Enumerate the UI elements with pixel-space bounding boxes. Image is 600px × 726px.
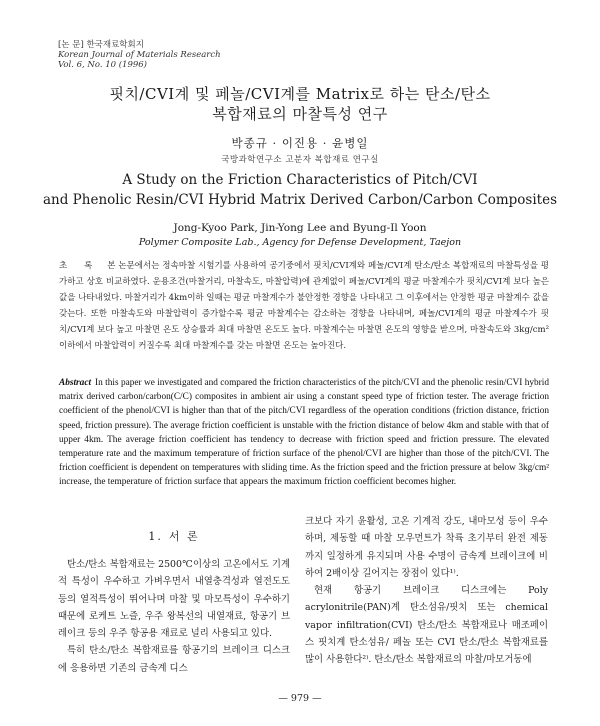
section-title: 서 론 [168, 530, 200, 543]
body-paragraph: 현재 항공기 브레이크 디스크에는 Poly acrylonitrile(PAN)계 탄소섬유/핏치 또는 chemical vapor infiltration(CVI) 탄소/탄소 복합재료나 매조페이스 핏치계 탄소섬유/ 페놀 또는 CVI 탄소/탄소 복합재료를 많이 사용한다²⁾. 탄소/탄소 복합재료의 마찰/마모거동에 [305, 585, 548, 666]
body-paragraph: 특히 탄소/탄소 복합재료를 항공기의 브레이크 디스크에 응용하면 기존의 금속계 디스 [58, 645, 290, 674]
body-paragraph: 탄소/탄소 복합재료는 2500℃이상의 고온에서도 기계적 특성이 우수하고 가벼우면서 내열충격성과 열전도도 등의 열적특성이 뛰어나며 마찰 및 마모특성이 우수하기 때문에 로케트 노즐, 우주 왕복선의 내열재료, 항공기 브레이크 등의 우주 항공용 재료로 널리 사용되고 있다. [58, 559, 290, 640]
authors-ko: 박종규 · 이진용 · 윤병일 [231, 136, 369, 150]
section-number: 1. [148, 530, 163, 543]
title-en-line1: A Study on the Friction Characteristics of Pitch/CVI [122, 172, 478, 188]
abstract-ko-text: 본 논문에서는 정속마찰 시험기를 사용하여 공기중에서 핏치/CVI계와 페놀/CVI계 탄소/탄소 복합재료의 마찰특성을 평가하고 상호 비교하였다. 운용조건(마찰거리, 마찰속도, 마찰압력)에 관계없이 페놀/CVI계의 평균 마찰계수가 핏치/CVI계 보다 높은 값을 나타내었다. 마찰거리가 4km이하 일때는 평균 마찰계수가 불안정한 경향을 나타내고 그 이후에서는 안정한 평균 마찰계수 값을 갖는다. 또한 마찰속도와 마찰압력이 증가할수록 평균 마찰계수는 감소하는 경향을 나타내며, 페놀/CVI계의 평균 마찰계수가 핏치/CVI계 보다 높고 마찰면 온도 상승률과 최대 마찰면 온도도 높다. 마찰계수는 마찰면 온도의 영향을 받으며, 마찰속도와 3kg/cm²이하에서 마찰압력이 커질수록 최대 마찰계수를 갖는 마찰면 온도는 높아진다. [59, 261, 549, 351]
abstract-en-label: Abstract [59, 378, 92, 388]
abstract-en [59, 376, 549, 490]
section-heading [58, 528, 290, 544]
body-column-left [58, 528, 290, 677]
title-ko-line2: 복합재료의 마찰특성 연구 [212, 105, 388, 123]
abstract-ko-label: 초 록 [59, 261, 100, 271]
affiliation-ko: 국방과학연구소 고분자 복합재료 연구실 [221, 155, 379, 165]
page-number: — 979 — [278, 693, 322, 704]
title-ko-line1: 핏치/CVI계 및 페놀/CVI계를 Matrix로 하는 탄소/탄소 [109, 85, 491, 103]
affiliation-en: Polymer Composite Lab., Agency for Defense Development, Taejon [138, 237, 462, 248]
body-column-right [305, 513, 548, 669]
journal-name-en: Korean Journal of Materials Research [58, 50, 221, 60]
journal-name-ko: [논 문] 한국재료학회지 [58, 40, 144, 50]
body-paragraph: 크보다 자기 윤활성, 고온 기계적 강도, 내마모성 등이 우수하며, 제동할 때 마찰 모우먼트가 착륙 초기부터 완전 제동까지 일정하게 유지되며 사용 수명이 금속계 브레이크에 비하여 2배이상 길어지는 장점이 있다¹⁾. [305, 516, 548, 579]
title-en-line2: and Phenolic Resin/CVI Hybrid Matrix Derived Carbon/Carbon Composites [43, 192, 557, 208]
journal-volume: Vol. 6, No. 10 (1996) [58, 60, 148, 70]
journal-header [58, 40, 221, 70]
abstract-ko [59, 259, 549, 354]
authors-en: Jong-Kyoo Park, Jin-Yong Lee and Byung-Il Yoon [173, 222, 427, 234]
abstract-en-text: In this paper we investigated and compared the friction characteristics of the pitch/CVI and the phenolic resin/CVI hybrid matrix derived carbon/carbon(C/C) composites in ambient air using a constant speed type of friction tester. The average friction coefficient of the phenol/CVI is higher than that of the pitch/CVI regardless of the operation conditions (friction distance, friction speed, friction pressure). The average friction coefficient is unstable with the friction distance of below 4km and stable with that of upper 4km. The average friction coefficient has tendency to decrease with friction speed and friction pressure. The elevated temperature rate and the maximum temperature of friction surface of the phenol/CVI are higher than those of the pitch/CVI. The friction coefficient is dependent on temperatures with sliding time. As the friction speed and the friction pressure at below 3kg/cm² increase, the temperature of friction surface that appears the maximum friction coefficient becomes higher. [59, 378, 549, 488]
